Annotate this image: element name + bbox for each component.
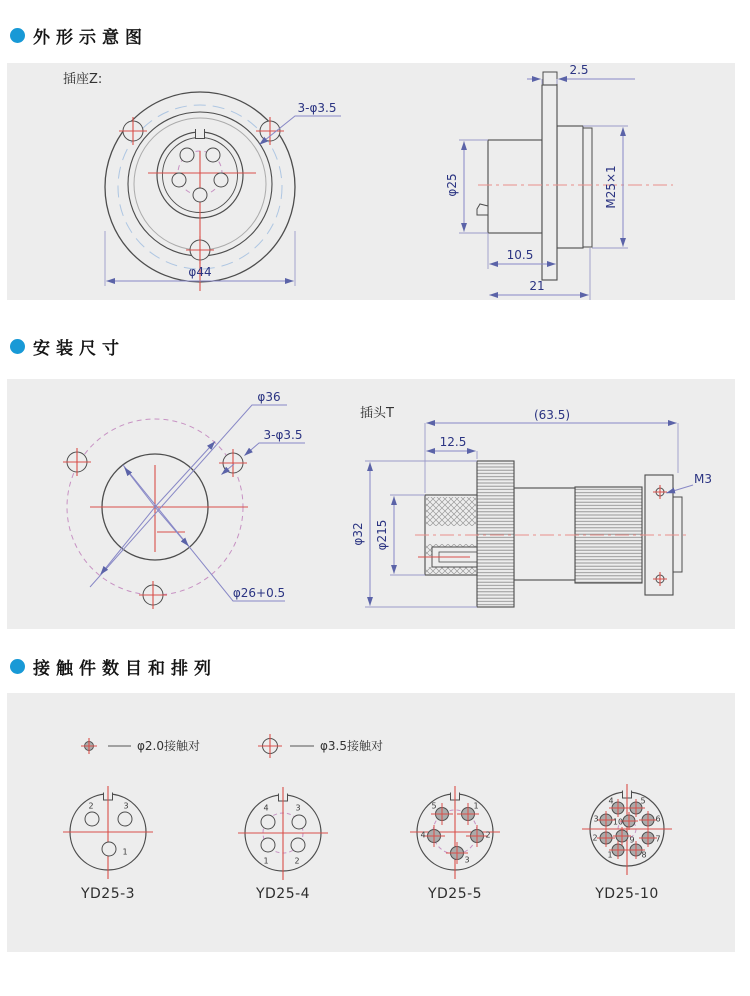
pin-number: 3 <box>123 801 129 811</box>
bullet-icon <box>10 659 25 674</box>
pin-number: 7 <box>655 834 661 844</box>
plug-label: 插头T <box>360 406 394 421</box>
contacts-drawing <box>7 693 735 952</box>
legend-phi35-label: φ3.5接触对 <box>320 739 384 753</box>
dim-panel-cutout: φ26+0.5 <box>232 586 286 600</box>
outline-drawing <box>7 63 735 300</box>
pin-number: 10 <box>612 817 624 827</box>
legend-phi2-label: φ2.0接触对 <box>137 739 201 753</box>
mounting-hole-pattern <box>63 390 305 609</box>
keyway-notch <box>195 128 205 139</box>
contact-pin <box>261 838 275 852</box>
contact-pin <box>292 815 306 829</box>
section-header-outline <box>10 25 148 48</box>
dim-total-length: 21 <box>529 279 545 293</box>
plug-side-view <box>351 405 712 607</box>
outline-panel <box>7 63 735 300</box>
pin-number: 8 <box>641 850 647 860</box>
pin-number: 3 <box>593 814 599 824</box>
socket-label: 插座Z: <box>63 72 103 87</box>
contact-pin <box>102 842 116 856</box>
bullet-icon <box>10 339 25 354</box>
section-header-mounting <box>10 336 125 359</box>
dim-body-length: 10.5 <box>506 248 534 262</box>
contact-pin <box>118 812 132 826</box>
dim-mounting-holes: 3-φ3.5 <box>263 428 303 442</box>
pin-number: 4 <box>263 803 269 813</box>
pin-number: 1 <box>473 801 479 811</box>
pin-number: 1 <box>607 850 613 860</box>
dim-plug-total-length: (63.5) <box>533 408 571 422</box>
connector-face-yd25-10 <box>582 784 672 902</box>
pin-number: 1 <box>122 847 128 857</box>
dim-thread: M25×1 <box>604 165 618 209</box>
pin-number: 6 <box>655 814 661 824</box>
pin-number: 5 <box>431 801 437 811</box>
connector-face-yd25-4 <box>238 787 328 902</box>
contact-pin <box>85 812 99 826</box>
pin-number: 5 <box>640 796 646 806</box>
contact-legend <box>81 734 383 758</box>
pin-number: 2 <box>88 801 94 811</box>
dim-bolt-circle: φ36 <box>257 390 281 404</box>
pin-number: 3 <box>295 803 301 813</box>
pin-number: 9 <box>629 835 635 845</box>
insulator-hatch <box>426 497 476 526</box>
connector-name: YD25-10 <box>595 886 659 902</box>
pin-number: 4 <box>420 830 426 840</box>
dim-body-diameter: φ25 <box>445 173 459 197</box>
connector-name: YD25-5 <box>427 886 483 902</box>
pin-number: 1 <box>263 856 269 866</box>
contact-pin <box>261 815 275 829</box>
connector-name: YD25-4 <box>255 886 311 902</box>
socket-side-view <box>445 63 673 300</box>
dim-screw-thread: M3 <box>694 472 712 486</box>
connector-face-yd25-5 <box>410 786 500 902</box>
pin-number: 2 <box>592 833 598 843</box>
dim-flange-thickness: 2.5 <box>569 63 589 77</box>
connector-face-yd25-3 <box>63 786 153 902</box>
pin-number: 2 <box>294 856 300 866</box>
section-header-contacts <box>10 656 217 679</box>
dim-front-holes: 3-φ3.5 <box>297 101 337 115</box>
dim-plug-outer-diameter: φ32 <box>351 522 365 546</box>
contacts-panel <box>7 693 735 952</box>
mounting-panel <box>7 379 735 629</box>
dim-plug-rear-length: 12.5 <box>439 435 467 449</box>
socket-front-view <box>63 71 341 291</box>
pin-number: 3 <box>464 855 470 865</box>
dim-plug-shell-diameter: φ215 <box>375 519 389 551</box>
dim-flange-diameter: φ44 <box>188 265 212 279</box>
contact-pin <box>291 838 305 852</box>
bullet-icon <box>10 28 25 43</box>
section-title: 安装尺寸 <box>33 338 125 359</box>
section-title: 接触件数目和排列 <box>33 658 217 679</box>
pin-number: 4 <box>608 796 614 806</box>
connector-name: YD25-3 <box>80 886 136 902</box>
pin-number: 2 <box>485 830 491 840</box>
section-title: 外形示意图 <box>33 27 148 48</box>
mounting-drawing <box>7 379 735 629</box>
